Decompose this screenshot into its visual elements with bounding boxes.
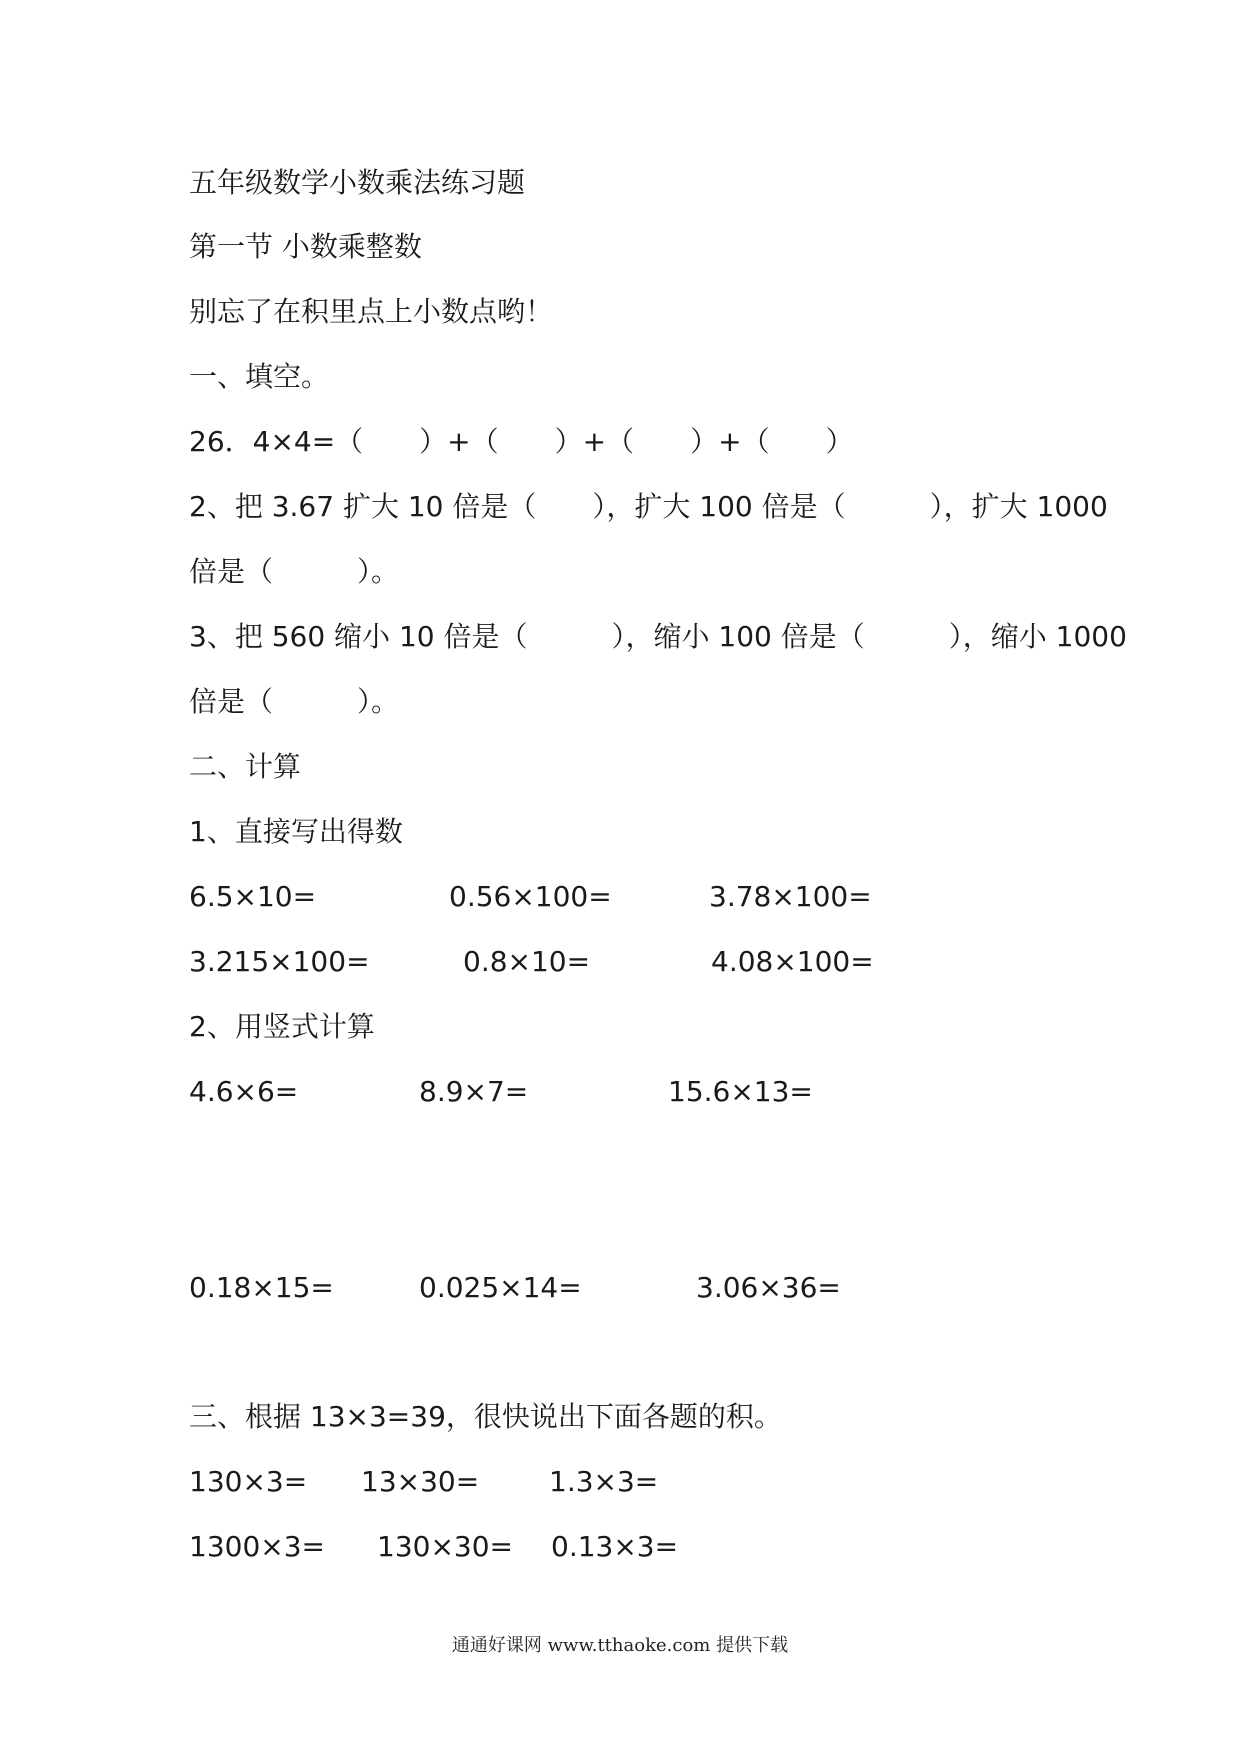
part2-heading: 二、计算 — [189, 750, 302, 783]
part1-heading: 一、填空。 — [189, 360, 330, 393]
part1-question-3-line2: 倍是（ ）。 — [189, 685, 400, 718]
reminder-text: 别忘了在积里点上小数点哟！ — [189, 295, 554, 328]
product-item: 130×3= — [189, 1465, 308, 1498]
worksheet-title: 五年级数学小数乘法练习题 — [189, 166, 526, 199]
mental-calc-item: 3.78×100= — [709, 880, 872, 913]
page-footer: 通通好课网 www.tthaoke.com 提供下载 — [451, 1635, 789, 1656]
part1-question-2-line1: 2、把 3.67 扩大 10 倍是（ ），扩大 100 倍是（ ），扩大 1000 — [189, 490, 1108, 523]
part1-question-3-line1: 3、把 560 缩小 10 倍是（ ），缩小 100 倍是（ ），缩小 1000 — [189, 620, 1127, 653]
part2-sub2-heading: 2、用竖式计算 — [189, 1010, 375, 1043]
part1-question-1: 26．4×4=（ ）+（ ）+（ ）+（ ） — [189, 425, 854, 458]
mental-calc-item: 6.5×10= — [189, 880, 317, 913]
vertical-calc-item: 4.6×6= — [189, 1075, 299, 1108]
part3-heading: 三、根据 13×3=39，很快说出下面各题的积。 — [189, 1400, 782, 1433]
vertical-calc-item: 0.18×15= — [189, 1271, 334, 1304]
mental-calc-item: 4.08×100= — [711, 945, 874, 978]
product-item: 1300×3= — [189, 1530, 325, 1563]
product-item: 0.13×3= — [551, 1530, 679, 1563]
mental-calc-item: 0.56×100= — [449, 880, 612, 913]
mental-calc-item: 0.8×10= — [463, 945, 591, 978]
vertical-calc-item: 8.9×7= — [419, 1075, 529, 1108]
vertical-calc-item: 0.025×14= — [419, 1271, 582, 1304]
mental-calc-item: 3.215×100= — [189, 945, 370, 978]
product-item: 130×30= — [377, 1530, 513, 1563]
vertical-calc-item: 3.06×36= — [696, 1271, 841, 1304]
part1-question-2-line2: 倍是（ ）。 — [189, 555, 400, 588]
part2-sub1-heading: 1、直接写出得数 — [189, 815, 403, 848]
product-item: 1.3×3= — [549, 1465, 659, 1498]
vertical-calc-item: 15.6×13= — [668, 1075, 813, 1108]
section-title: 第一节 小数乘整数 — [189, 230, 422, 263]
product-item: 13×30= — [361, 1465, 480, 1498]
